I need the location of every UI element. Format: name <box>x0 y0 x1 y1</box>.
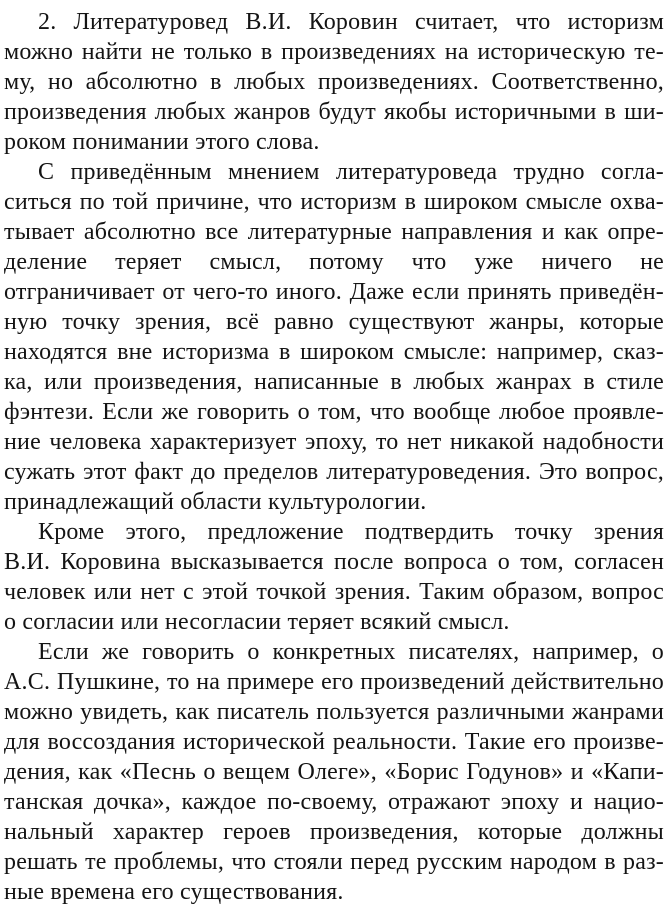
text-line: Кроме этого, предложение подтвердить точку зрения <box>38 519 664 545</box>
text-line: тывает абсолютно все литературные направления и как опре- <box>4 219 664 245</box>
paragraph-3 <box>4 517 664 637</box>
paragraph-4 <box>4 637 664 907</box>
text-line: сужать этот факт до пределов литературоведения. Это вопрос, <box>4 459 664 485</box>
text-line: можно увидеть, как писатель пользуется различными жанрами <box>4 699 664 725</box>
text-line: принадлежащий области культурологии. <box>4 489 427 515</box>
text-line: можно найти не только в произведениях на историческую те- <box>4 39 664 65</box>
text-line: нальный характер героев произведения, которые должны <box>4 819 664 845</box>
text-line: о согласии или несогласии теряет всякий смысл. <box>4 609 510 635</box>
text-line: С приведённым мнением литературоведа трудно согла- <box>38 159 664 185</box>
text-line: ную точку зрения, всё равно существуют жанры, которые <box>4 309 664 335</box>
paragraph-2 <box>4 157 664 517</box>
text-line: деление теряет смысл, потому что уже ничего не <box>4 249 664 275</box>
text-line: 2. Литературовед В.И. Коровин считает, что историзм <box>38 9 664 35</box>
text-line: А.С. Пушкине, то на примере его произведений действительно <box>4 669 664 695</box>
paragraph-1 <box>4 7 664 157</box>
text-line: дения, как «Песнь о вещем Олеге», «Борис Годунов» и «Капи- <box>4 759 664 785</box>
text-line: человек или нет с этой точкой зрения. Таким образом, вопрос <box>4 579 664 605</box>
text-line: ные времена его существования. <box>4 879 344 905</box>
text-line: му, но абсолютно в любых произведениях. Соответственно, <box>4 69 664 95</box>
essay-body <box>4 7 664 907</box>
text-line: ка, или произведения, написанные в любых жанрах в стиле <box>4 369 664 395</box>
text-line: ситься по той причине, что историзм в широком смысле охва- <box>4 189 664 215</box>
text-line: танская дочка», каждое по-своему, отражают эпоху и нацио- <box>4 789 664 815</box>
text-line: решать те проблемы, что стояли перед русским народом в раз- <box>4 849 664 875</box>
text-line: отграничивает от чего-то иного. Даже если принять приведён- <box>4 279 664 305</box>
text-line: роком понимании этого слова. <box>4 129 320 155</box>
text-line: фэнтези. Если же говорить о том, что вообще любое проявле- <box>4 399 664 425</box>
text-line: для воссоздания исторической реальности. Такие его произве- <box>4 729 664 755</box>
text-line: Если же говорить о конкретных писателях, например, о <box>38 639 664 665</box>
text-line: В.И. Коровина высказывается после вопроса о том, согласен <box>4 549 664 575</box>
text-line: находятся вне историзма в широком смысле: например, сказ- <box>4 339 664 365</box>
text-line: ние человека характеризует эпоху, то нет никакой надобности <box>4 429 664 455</box>
text-line: произведения любых жанров будут якобы историчными в ши- <box>4 99 664 125</box>
